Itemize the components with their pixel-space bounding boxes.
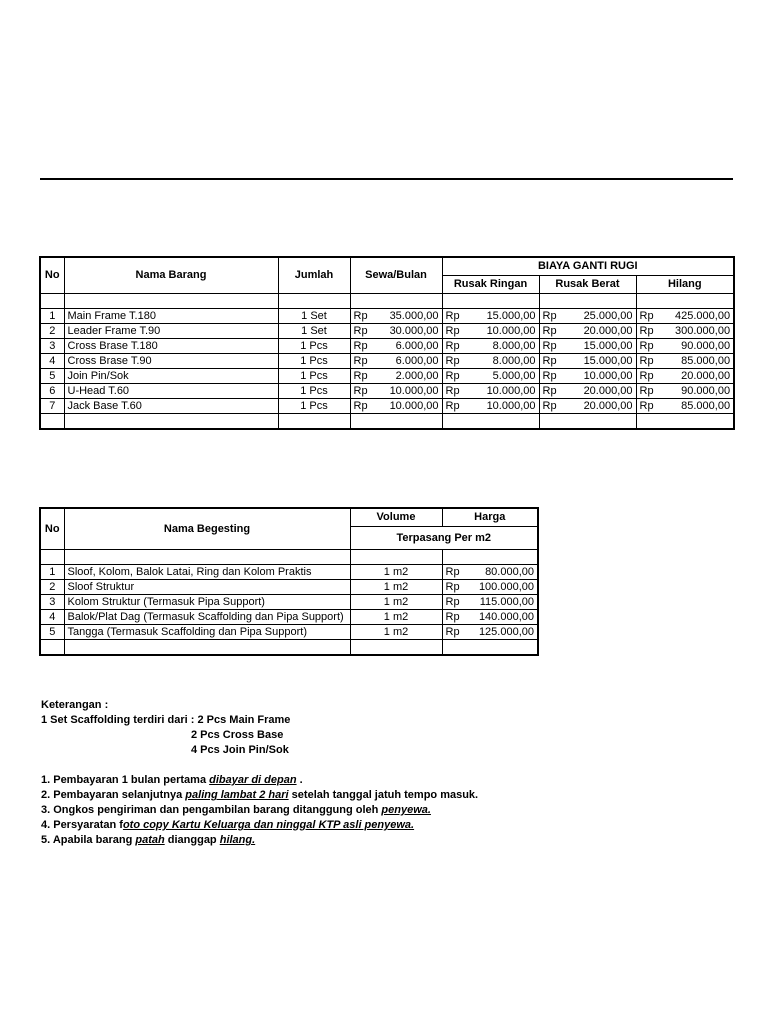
col-header-no: No <box>40 257 64 294</box>
row-major: 15.000,00 <box>559 354 636 369</box>
currency-label: Rp <box>442 399 462 414</box>
currency-label: Rp <box>442 565 464 580</box>
currency-label: Rp <box>539 369 559 384</box>
row-price: 115.000,00 <box>464 595 538 610</box>
row-major: 25.000,00 <box>559 309 636 324</box>
currency-label: Rp <box>539 384 559 399</box>
row-item: Sloof Struktur <box>64 580 350 595</box>
spacer-row <box>40 640 538 656</box>
set-item: 4 Pcs Join Pin/Sok <box>191 744 289 756</box>
row-rent: 30.000,00 <box>370 324 442 339</box>
set-item: 2 Pcs Cross Base <box>191 729 284 741</box>
note-4: 4. Persyaratan foto copy Kartu Keluarga dan ninggal KTP asli penyewa. <box>41 819 415 831</box>
note-2: 2. Pembayaran selanjutnya paling lambat 2 hari setelah tanggal jatuh tempo masuk. <box>41 789 479 801</box>
row-price: 140.000,00 <box>464 610 538 625</box>
row-qty: 1 Pcs <box>278 399 350 414</box>
row-no: 4 <box>40 354 64 369</box>
row-minor: 8.000,00 <box>462 339 539 354</box>
row-no: 2 <box>40 580 64 595</box>
row-volume: 1 m2 <box>350 595 442 610</box>
table-row <box>40 580 538 595</box>
table-row <box>40 324 734 339</box>
spacer-row <box>40 550 538 565</box>
row-price: 125.000,00 <box>464 625 538 640</box>
row-lost: 85.000,00 <box>656 399 734 414</box>
row-lost: 90.000,00 <box>656 384 734 399</box>
currency-label: Rp <box>350 339 370 354</box>
set-intro: 1 Set Scaffolding terdiri dari : <box>41 714 195 726</box>
row-volume: 1 m2 <box>350 580 442 595</box>
row-lost: 20.000,00 <box>656 369 734 384</box>
row-lost: 425.000,00 <box>656 309 734 324</box>
row-item: Leader Frame T.90 <box>64 324 278 339</box>
currency-label: Rp <box>350 384 370 399</box>
row-price: 100.000,00 <box>464 580 538 595</box>
row-rent: 35.000,00 <box>370 309 442 324</box>
col-header-major: Rusak Berat <box>539 276 636 294</box>
note-3: 3. Ongkos pengiriman dan pengambilan barang ditanggung oleh penyewa. <box>41 804 431 816</box>
currency-label: Rp <box>636 309 656 324</box>
currency-label: Rp <box>350 399 370 414</box>
rental-table <box>39 256 735 430</box>
currency-label: Rp <box>636 339 656 354</box>
row-qty: 1 Pcs <box>278 354 350 369</box>
row-item: Jack Base T.60 <box>64 399 278 414</box>
row-minor: 10.000,00 <box>462 384 539 399</box>
col-header-qty: Jumlah <box>278 257 350 294</box>
row-item: Tangga (Termasuk Scaffolding dan Pipa Support) <box>64 625 350 640</box>
currency-label: Rp <box>442 610 464 625</box>
currency-label: Rp <box>442 309 462 324</box>
set-intro-line <box>41 713 478 728</box>
row-volume: 1 m2 <box>350 565 442 580</box>
row-no: 3 <box>40 595 64 610</box>
currency-label: Rp <box>350 324 370 339</box>
note-5: 5. Apabila barang patah dianggap hilang. <box>41 834 256 846</box>
col-header-lost: Hilang <box>636 276 734 294</box>
currency-label: Rp <box>442 595 464 610</box>
row-qty: 1 Set <box>278 324 350 339</box>
row-volume: 1 m2 <box>350 625 442 640</box>
row-major: 20.000,00 <box>559 399 636 414</box>
col-header-minor: Rusak Ringan <box>442 276 539 294</box>
row-rent: 2.000,00 <box>370 369 442 384</box>
currency-label: Rp <box>636 384 656 399</box>
col-header-rent: Sewa/Bulan <box>350 257 442 294</box>
col-header-price: Harga <box>442 508 538 527</box>
row-item: Balok/Plat Dag (Termasuk Scaffolding dan Pipa Support) <box>64 610 350 625</box>
row-major: 20.000,00 <box>559 384 636 399</box>
row-item: Cross Brase T.90 <box>64 354 278 369</box>
set-item: 2 Pcs Main Frame <box>197 714 291 726</box>
row-no: 5 <box>40 625 64 640</box>
row-minor: 8.000,00 <box>462 354 539 369</box>
table-row <box>40 625 538 640</box>
row-no: 1 <box>40 309 64 324</box>
currency-label: Rp <box>442 369 462 384</box>
col-header-per: Terpasang Per m2 <box>350 527 538 550</box>
row-no: 1 <box>40 565 64 580</box>
spacer-row <box>40 414 734 430</box>
row-item: Sloof, Kolom, Balok Latai, Ring dan Kolom Praktis <box>64 565 350 580</box>
currency-label: Rp <box>442 580 464 595</box>
currency-label: Rp <box>636 399 656 414</box>
table-row <box>40 339 734 354</box>
currency-label: Rp <box>442 354 462 369</box>
col-header-compensation: BIAYA GANTI RUGI <box>442 257 734 276</box>
row-no: 3 <box>40 339 64 354</box>
currency-label: Rp <box>442 339 462 354</box>
row-qty: 1 Set <box>278 309 350 324</box>
currency-label: Rp <box>442 384 462 399</box>
row-qty: 1 Pcs <box>278 339 350 354</box>
table-row <box>40 595 538 610</box>
row-item: Join Pin/Sok <box>64 369 278 384</box>
currency-label: Rp <box>539 309 559 324</box>
currency-label: Rp <box>636 324 656 339</box>
formwork-table <box>39 507 539 656</box>
row-qty: 1 Pcs <box>278 384 350 399</box>
row-rent: 10.000,00 <box>370 384 442 399</box>
table-row <box>40 399 734 414</box>
row-minor: 10.000,00 <box>462 399 539 414</box>
col-header-item: Nama Barang <box>64 257 278 294</box>
row-rent: 6.000,00 <box>370 339 442 354</box>
row-minor: 10.000,00 <box>462 324 539 339</box>
notes-title: Keterangan : <box>41 699 109 711</box>
row-lost: 90.000,00 <box>656 339 734 354</box>
row-item: Kolom Struktur (Termasuk Pipa Support) <box>64 595 350 610</box>
row-no: 6 <box>40 384 64 399</box>
currency-label: Rp <box>539 339 559 354</box>
table-row <box>40 369 734 384</box>
notes-section <box>41 698 478 848</box>
currency-label: Rp <box>350 309 370 324</box>
row-item: Cross Brase T.180 <box>64 339 278 354</box>
row-rent: 6.000,00 <box>370 354 442 369</box>
col-header-no: No <box>40 508 64 550</box>
row-no: 5 <box>40 369 64 384</box>
row-no: 2 <box>40 324 64 339</box>
row-minor: 15.000,00 <box>462 309 539 324</box>
row-major: 10.000,00 <box>559 369 636 384</box>
spacer-row <box>40 294 734 309</box>
currency-label: Rp <box>442 625 464 640</box>
currency-label: Rp <box>636 354 656 369</box>
header-rule <box>40 178 733 180</box>
table-row <box>40 565 538 580</box>
row-lost: 85.000,00 <box>656 354 734 369</box>
col-header-item: Nama Begesting <box>64 508 350 550</box>
row-minor: 5.000,00 <box>462 369 539 384</box>
row-no: 4 <box>40 610 64 625</box>
table-row <box>40 610 538 625</box>
row-lost: 300.000,00 <box>656 324 734 339</box>
table-row <box>40 309 734 324</box>
row-item: U-Head T.60 <box>64 384 278 399</box>
row-volume: 1 m2 <box>350 610 442 625</box>
row-price: 80.000,00 <box>464 565 538 580</box>
currency-label: Rp <box>442 324 462 339</box>
currency-label: Rp <box>539 324 559 339</box>
currency-label: Rp <box>539 399 559 414</box>
row-no: 7 <box>40 399 64 414</box>
currency-label: Rp <box>350 369 370 384</box>
row-major: 20.000,00 <box>559 324 636 339</box>
currency-label: Rp <box>539 354 559 369</box>
row-rent: 10.000,00 <box>370 399 442 414</box>
currency-label: Rp <box>636 369 656 384</box>
note-1: 1. Pembayaran 1 bulan pertama dibayar di depan . <box>41 774 303 786</box>
row-major: 15.000,00 <box>559 339 636 354</box>
row-item: Main Frame T.180 <box>64 309 278 324</box>
table-row <box>40 384 734 399</box>
col-header-volume: Volume <box>350 508 442 527</box>
table-row <box>40 354 734 369</box>
currency-label: Rp <box>350 354 370 369</box>
row-qty: 1 Pcs <box>278 369 350 384</box>
